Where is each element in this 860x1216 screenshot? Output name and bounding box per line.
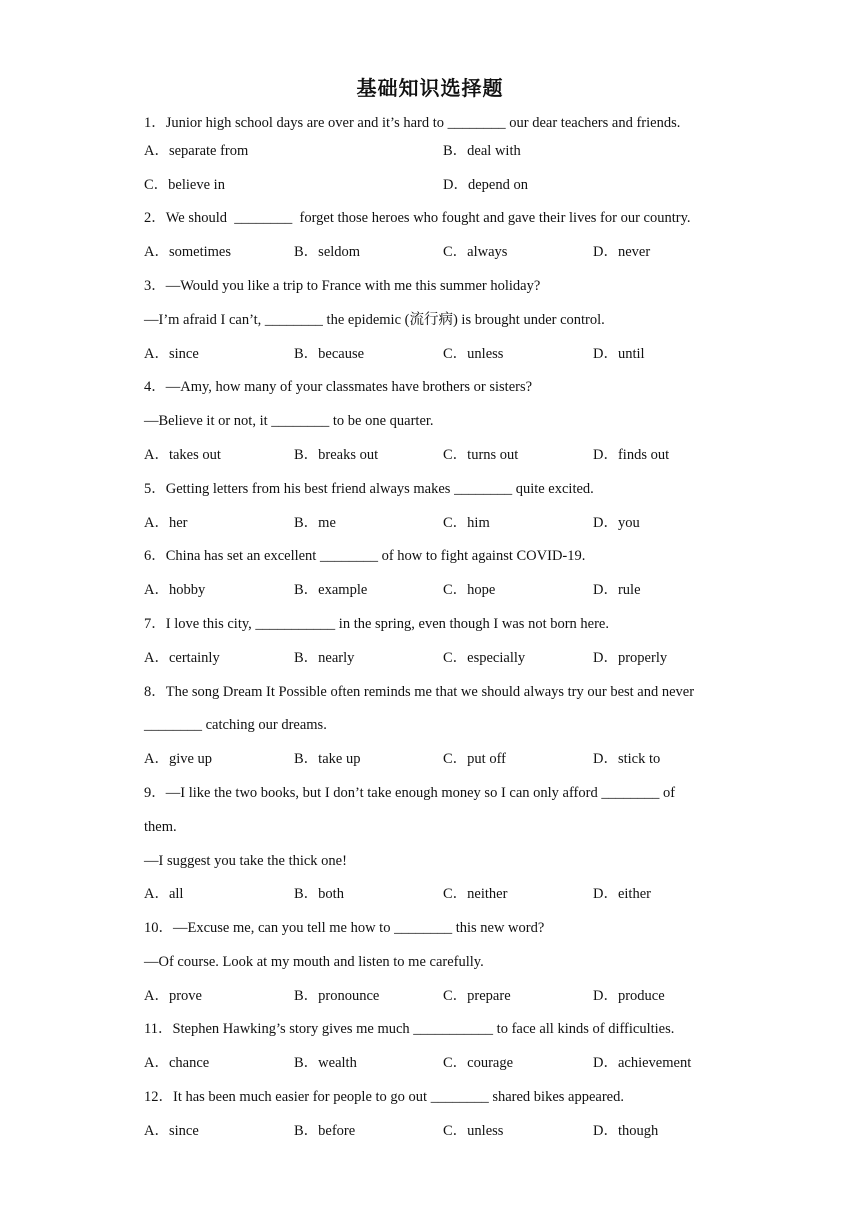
q10-option-c: C．prepare (443, 988, 511, 1004)
q4-option-d: D．finds out (593, 447, 670, 463)
q7-option-d: D．properly (593, 650, 668, 666)
question-11-stem: 11．Stephen Hawking’s story gives me much ___________ to face all kinds of difficulties. (144, 1021, 675, 1037)
q11-option-a: A．chance (144, 1055, 210, 1071)
q9-option-d: D．either (593, 886, 651, 902)
question-4-reply: —Believe it or not, it ________ to be one quarter. (144, 413, 434, 429)
q3-option-a: A．since (144, 346, 199, 362)
q2-option-d: D．never (593, 244, 651, 260)
question-4-stem: 4．—Amy, how many of your classmates have brothers or sisters? (144, 379, 533, 395)
q10-option-a: A．prove (144, 988, 202, 1004)
question-9-stem: 9．—I like the two books, but I don’t take enough money so I can only afford ________ of (144, 785, 676, 801)
question-9-stem-cont: them. (144, 819, 177, 835)
q3-option-b: B．because (294, 346, 365, 362)
q2-option-b: B．seldom (294, 244, 361, 260)
question-10-stem: 10．—Excuse me, can you tell me how to ________ this new word? (144, 920, 545, 936)
q12-option-d: D．though (593, 1123, 659, 1139)
q5-option-a: A．her (144, 515, 188, 531)
q3-option-c: C．unless (443, 346, 504, 362)
q2-option-a: A．sometimes (144, 244, 231, 260)
q2-option-c: C．always (443, 244, 508, 260)
q11-option-c: C．courage (443, 1055, 514, 1071)
q7-option-a: A．certainly (144, 650, 220, 666)
q6-option-b: B．example (294, 582, 368, 598)
q1-option-b: B．deal with (443, 143, 521, 159)
q7-option-c: C．especially (443, 650, 526, 666)
q6-option-c: C．hope (443, 582, 496, 598)
question-6-stem: 6．China has set an excellent ________ of how to fight against COVID-19. (144, 548, 586, 564)
q10-option-d: D．produce (593, 988, 665, 1004)
question-3-reply: —I’m afraid I can’t, ________ the epidemic (流行病) is brought under control. (144, 312, 605, 328)
q6-option-a: A．hobby (144, 582, 206, 598)
q11-option-b: B．wealth (294, 1055, 357, 1071)
q12-option-c: C．unless (443, 1123, 504, 1139)
q5-option-b: B．me (294, 515, 336, 531)
q1-option-d: D．depend on (443, 177, 528, 193)
q8-option-d: D．stick to (593, 751, 661, 767)
q12-option-a: A．since (144, 1123, 199, 1139)
q8-option-a: A．give up (144, 751, 213, 767)
q1-option-c: C．believe in (144, 177, 225, 193)
q4-option-b: B．breaks out (294, 447, 379, 463)
question-1-stem: 1．Junior high school days are over and it’s hard to ________ our dear teachers and friends. (144, 115, 681, 131)
q8-option-b: B．take up (294, 751, 361, 767)
q11-option-d: D．achievement (593, 1055, 692, 1071)
q9-option-a: A．all (144, 886, 184, 902)
q5-option-c: C．him (443, 515, 490, 531)
question-8-stem: 8．The song Dream It Possible often reminds me that we should always try our best and never (144, 684, 695, 700)
question-7-stem: 7．I love this city, ___________ in the spring, even though I was not born here. (144, 616, 609, 632)
q9-option-c: C．neither (443, 886, 508, 902)
question-10-reply: —Of course. Look at my mouth and listen to me carefully. (144, 954, 484, 970)
question-3-stem: 3．—Would you like a trip to France with me this summer holiday? (144, 278, 541, 294)
question-12-stem: 12．It has been much easier for people to go out ________ shared bikes appeared. (144, 1089, 624, 1105)
q5-option-d: D．you (593, 515, 640, 531)
q10-option-b: B．pronounce (294, 988, 380, 1004)
question-8-stem-cont: ________ catching our dreams. (144, 717, 327, 733)
q8-option-c: C．put off (443, 751, 506, 767)
q7-option-b: B．nearly (294, 650, 355, 666)
q4-option-a: A．takes out (144, 447, 221, 463)
question-5-stem: 5．Getting letters from his best friend always makes ________ quite excited. (144, 481, 594, 497)
q3-option-d: D．until (593, 346, 645, 362)
q4-option-c: C．turns out (443, 447, 519, 463)
q9-option-b: B．both (294, 886, 344, 902)
q12-option-b: B．before (294, 1123, 356, 1139)
q1-option-a: A．separate from (144, 143, 249, 159)
q6-option-d: D．rule (593, 582, 641, 598)
page-title: 基础知识选择题 (356, 76, 504, 100)
question-2-stem: 2．We should ________ forget those heroes who fought and gave their lives for our country. (144, 210, 691, 226)
question-9-reply: —I suggest you take the thick one! (144, 853, 347, 869)
